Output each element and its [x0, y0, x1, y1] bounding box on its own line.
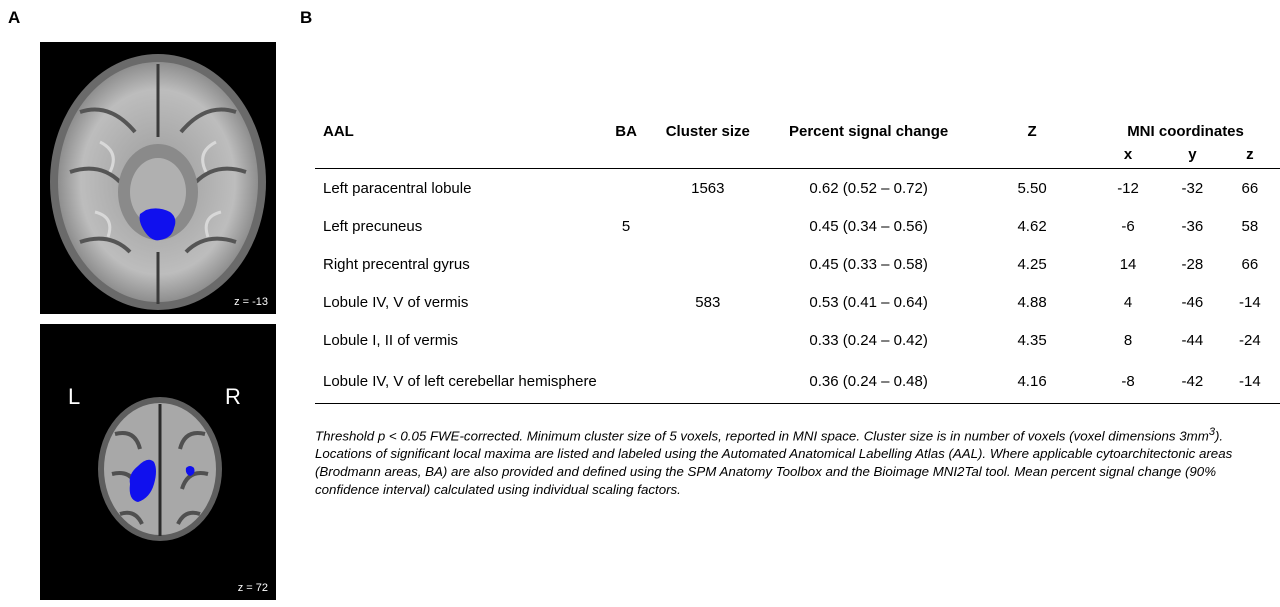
- header-ba: BA: [615, 123, 637, 140]
- cell-y: -28: [1181, 255, 1204, 273]
- cell-cluster: 583: [695, 293, 721, 311]
- cell-ba: [600, 359, 653, 404]
- panel-label-a: A: [8, 8, 21, 27]
- header-y: y: [1188, 145, 1197, 163]
- cell-z: 4.25: [1017, 255, 1047, 273]
- header-z-coord: z: [1246, 145, 1254, 163]
- results-table: [315, 112, 1280, 404]
- table-row: [315, 359, 1280, 404]
- cell-psc: 0.45 (0.34 – 0.56): [809, 217, 928, 235]
- footnote-superscript: 3: [1208, 426, 1215, 438]
- left-hemisphere-label: L: [68, 384, 81, 409]
- cell-x: -6: [1121, 217, 1135, 235]
- table-row: [315, 169, 1280, 208]
- table-row: [315, 283, 1280, 321]
- brain-image-bottom: [40, 324, 276, 600]
- header-mni-coordinates: MNI coordinates: [1127, 123, 1244, 140]
- cell-psc: 0.45 (0.33 – 0.58): [809, 255, 928, 273]
- cell-z: 4.35: [1017, 331, 1047, 349]
- panel-label-b: B: [300, 8, 313, 27]
- z-coordinate-label: z = -13: [234, 296, 268, 308]
- cell-zc: -14: [1239, 372, 1261, 390]
- cell-cluster: [652, 207, 763, 245]
- cell-x: 14: [1119, 255, 1137, 273]
- cell-aal: Lobule I, II of vermis: [323, 331, 459, 349]
- cell-aal: Lobule IV, V of vermis: [323, 293, 469, 311]
- table-header-row: [315, 112, 1280, 140]
- table-subheader-row: [315, 140, 1280, 169]
- cell-psc: 0.53 (0.41 – 0.64): [809, 293, 928, 311]
- cell-cluster: [652, 359, 763, 404]
- cell-psc: 0.33 (0.24 – 0.42): [809, 331, 928, 349]
- cell-y: -44: [1181, 331, 1204, 349]
- brain-slice-axial-top: [40, 42, 276, 314]
- cell-y: -42: [1181, 372, 1204, 390]
- brain-slice-axial-bottom: [40, 324, 276, 600]
- table-row: [315, 321, 1280, 359]
- cell-zc: 58: [1241, 217, 1259, 235]
- header-z: Z: [1027, 123, 1037, 140]
- header-aal: AAL: [323, 123, 354, 140]
- cell-x: 4: [1123, 293, 1133, 311]
- cell-cluster: [652, 321, 763, 359]
- cell-y: -46: [1181, 293, 1204, 311]
- cell-x: 8: [1123, 331, 1133, 349]
- z-coordinate-label: z = 72: [237, 582, 268, 594]
- cell-aal: Left paracentral lobule: [323, 179, 472, 197]
- table-row: [315, 245, 1280, 283]
- cell-zc: -24: [1239, 331, 1261, 349]
- cell-aal: Left precuneus: [323, 217, 423, 235]
- cell-z: 4.88: [1017, 293, 1047, 311]
- cell-aal: Lobule IV, V of left cerebellar hemisphere: [323, 372, 597, 390]
- cell-psc: 0.36 (0.24 – 0.48): [809, 372, 928, 390]
- brain-image-top: [40, 42, 276, 314]
- table-footnote: [315, 423, 1277, 499]
- cell-z: 4.62: [1017, 217, 1047, 235]
- cell-x: -12: [1117, 179, 1139, 197]
- cell-ba: 5: [621, 217, 631, 235]
- cell-y: -36: [1181, 217, 1204, 235]
- cell-zc: 66: [1241, 179, 1259, 197]
- footnote-text-start: Threshold p < 0.05 FWE-corrected. Minimum cluster size of 5 voxels, reported in MNI space. Cluster size is in number of voxels (voxel dimensions 3mm: [315, 428, 1209, 444]
- cell-aal: Right precentral gyrus: [323, 255, 470, 273]
- header-cluster-size: Cluster size: [665, 123, 750, 140]
- cell-zc: 66: [1241, 255, 1259, 273]
- right-hemisphere-label: R: [225, 384, 241, 409]
- footnote-text-end: ). Locations of significant local maxima are listed and labeled using the Automated Anatomical Labelling Atlas (AAL). Where applicable cytoarchitectonic areas (Brodmann areas, BA) are also provided and defined using the SPM Anatomy Toolbox and the Bioimage MNI2Tal tool. Mean percent signal change (90% confidence interval) calculated using individual scaling factors.: [315, 428, 1233, 498]
- table-row: [315, 207, 1280, 245]
- cell-cluster: 1563: [691, 179, 725, 197]
- cell-ba: [600, 321, 653, 359]
- cell-z: 5.50: [1017, 179, 1047, 197]
- cell-y: -32: [1181, 179, 1204, 197]
- header-x: x: [1123, 145, 1133, 163]
- cell-z: 4.16: [1017, 372, 1047, 390]
- header-percent-signal-change: Percent signal change: [789, 123, 949, 140]
- cell-x: -8: [1121, 372, 1135, 390]
- cell-ba: [600, 169, 653, 208]
- cell-cluster: [652, 245, 763, 283]
- cell-zc: -14: [1239, 293, 1261, 311]
- cell-ba: [600, 245, 653, 283]
- cell-ba: [600, 283, 653, 321]
- cell-psc: 0.62 (0.52 – 0.72): [809, 179, 928, 197]
